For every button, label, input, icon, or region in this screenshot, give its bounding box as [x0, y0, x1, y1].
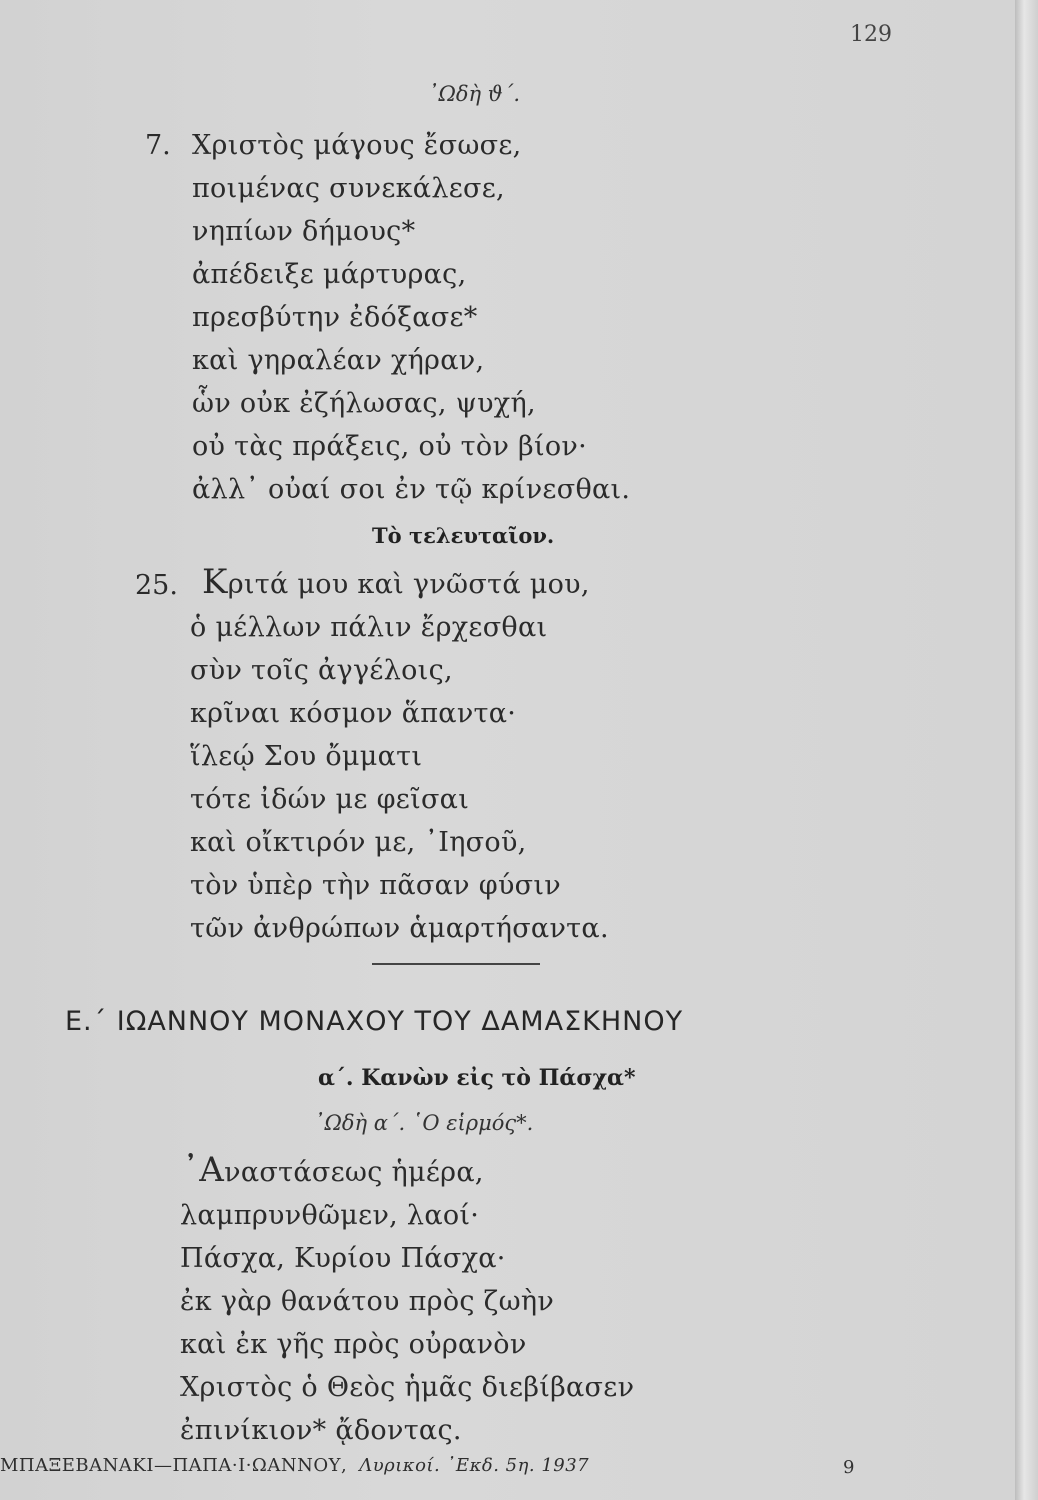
verse-line: πρεσβύτην ἐδόξασε*	[192, 302, 478, 333]
verse-line: οὐ τὰς πράξεις, οὐ τὸν βίον·	[192, 431, 587, 462]
signature-mark: 9	[843, 1457, 855, 1478]
verse-line: σὺν τοῖς ἀγγέλοις,	[190, 655, 453, 686]
verse-line: τὸν ὑπὲρ τὴν πᾶσαν φύσιν	[190, 870, 561, 901]
verse-line: ἐκ γὰρ θανάτου πρὸς ζωὴν	[180, 1286, 555, 1317]
verse-line-first	[182, 1150, 484, 1190]
verse-line: καὶ ἐκ γῆς πρὸς οὐρανὸν	[180, 1329, 527, 1360]
stanza-number: 7.	[145, 130, 171, 161]
verse-line: Χριστὸς μάγους ἔσωσε,	[192, 130, 522, 161]
verse-line-text: ριτά μου καὶ γνῶστά μου,	[227, 569, 590, 600]
verse-line: τῶν ἀνθρώπων ἁμαρτήσαντα.	[190, 913, 609, 944]
footer-authors: ΜΠΑΞΕΒΑΝΑΚΙ—ΠΑΠΑ·Ι·ΩΑΝΝΟΥ,	[0, 1455, 348, 1476]
verse-line: ὁ μέλλων πάλιν ἔρχεσθαι	[190, 612, 548, 643]
verse-line: ἐπινίκιον* ᾄδοντας.	[180, 1415, 462, 1446]
footer-publisher: Λυρικοί. ᾿Εκδ. 5η. 1937	[359, 1455, 590, 1476]
verse-line: ποιμένας συνεκάλεσε,	[192, 173, 505, 204]
stanza-number: 25.	[135, 570, 178, 601]
verse-line: Χριστὸς ὁ Θεὸς ἡμᾶς διεβίβασεν	[180, 1372, 635, 1403]
page-footer	[0, 1455, 589, 1476]
final-heading: Τὸ τελευταῖον.	[372, 523, 555, 548]
ode-heading: ᾿Ωδὴ ϑ΄.	[428, 82, 520, 106]
verse-line: νηπίων δήμους*	[192, 216, 416, 247]
drop-initial: ᾿Α	[182, 1150, 225, 1190]
page-number: 129	[850, 22, 892, 47]
section-divider	[372, 963, 540, 965]
verse-line: τότε ἰδών με φεῖσαι	[190, 784, 470, 815]
verse-line: καὶ οἴκτιρόν με, ᾿Ιησοῦ,	[190, 827, 527, 858]
drop-initial: Κ	[202, 562, 228, 602]
verse-line-text: ναστάσεως ἡμέρα,	[224, 1157, 484, 1188]
verse-line: λαμπρυνθῶμεν, λαοί·	[180, 1200, 480, 1231]
page-edge	[1015, 0, 1038, 1500]
canon-heading: α΄. Κανὼν εἰς τὸ Πάσχα*	[318, 1065, 636, 1091]
verse-line: ἀλλ᾿ οὐαί σοι ἐν τῷ κρίνεσθαι.	[192, 474, 631, 505]
verse-line: ὧν οὐκ ἐζήλωσας, ψυχή,	[192, 388, 536, 419]
verse-line: Πάσχα, Κυρίου Πάσχα·	[180, 1243, 506, 1274]
ode-heading: ᾿Ωδὴ α΄. ῾Ο εἱρμός*.	[314, 1111, 534, 1135]
verse-line-first	[202, 562, 590, 602]
verse-line: κρῖναι κόσμον ἅπαντα·	[190, 698, 517, 729]
verse-line: ἀπέδειξε μάρτυρας,	[192, 259, 467, 290]
verse-line: καὶ γηραλέαν χήραν,	[192, 345, 485, 376]
verse-line: ἵλεῴ Σου ὄμματι	[190, 741, 423, 772]
section-title: Ε.΄ ΙΩΑΝΝΟΥ ΜΟΝΑΧΟΥ ΤΟΥ ΔΑΜΑΣΚΗΝΟΥ	[65, 1006, 684, 1037]
